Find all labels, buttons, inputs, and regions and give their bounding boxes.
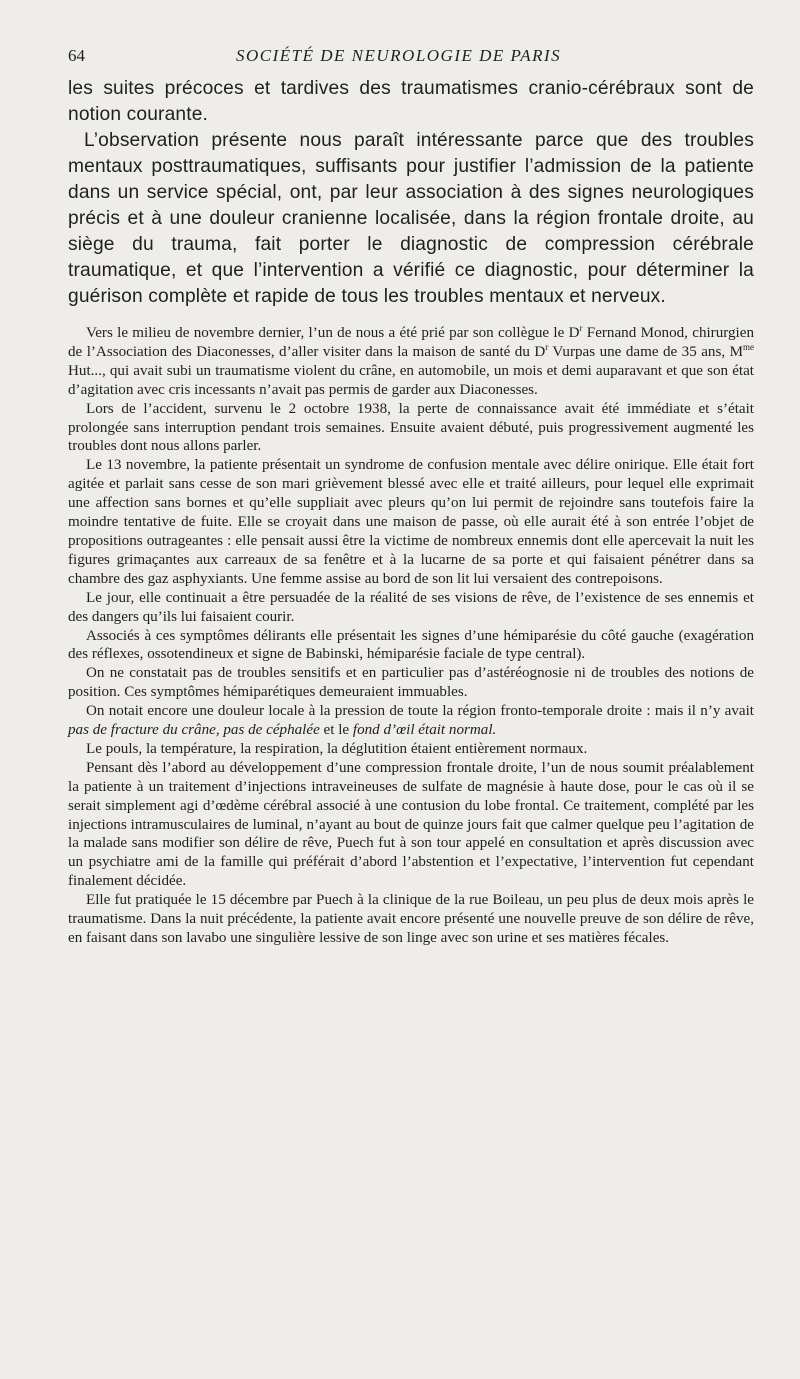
paragraph: [68, 324, 754, 400]
superscript: me: [743, 341, 754, 352]
paragraph: Le pouls, la température, la respiration, la déglutition étaient entièrement normaux.: [86, 740, 588, 757]
large-paragraph: L’observation présente nous paraît intéressante parce que des troubles mentaux posttraumatiques, suffisants pour justifier l’admission de la patiente dans un service spécial, ont, par leur association à des signes neurologiques précis et à une douleur cranienne localisée, dans la région frontale droite, au siège du trauma, fait porter le diagnostic de compression cérébrale traumatique, et que l’intervention a vérifié ce diagnostic, pour déterminer la guérison complète et rapide de tous les troubles mentaux et nerveux.: [68, 130, 754, 307]
paragraph: Lors de l’accident, survenu le 2 octobre 1938, la perte de connaissance avait été immédiate et s’était prolongée sans interruption pendant trois semaines. Ensuite avaient débuté, puis progressivement augmenté les troubles dont nous allons parler.: [68, 400, 754, 455]
paragraph: Associés à ces symptômes délirants elle présentait les signes d’une hémiparésie du côté gauche (exagération des réflexes, ossotendineux et signe de Babinski, hémiparésie faciale de type central).: [68, 627, 754, 663]
paragraph: Pensant dès l’abord au développement d’une compression frontale droite, l’un de nous soumit préalablement la patiente à un traitement d’injections intraveineuses de sulfate de magnésie à haute dose, pour le cas où il se serait simplement agi d’œdème cérébral associé à une contusion du lobe frontal. Ce traitement, complété par les injections intramusculaires de luminal, n’ayant au bout de quinze jours fait que calmer quelque peu l’agitation de la malade sans modifier son délire de rêve, Puech fut à son tour appelé en consultation et après discussion avec un psychiatre ami de la famille qui préférait d’abord l’abstention et l’expectative, l’intervention fut cependant finalement décidée.: [68, 759, 754, 890]
paragraph: [68, 702, 754, 740]
text-run: Fernand Monod, chirurgien de l’Association des Diaconesses, d’aller visiter dans la maison de santé du D: [68, 325, 754, 360]
text-run: On notait encore une douleur locale à la pression de toute la région fronto-temporale droite : mais il n’y avait: [86, 703, 754, 720]
paragraph: On ne constatait pas de troubles sensitifs et en particulier pas d’astéréognosie ni de troubles des notions de position. Ces symptômes hémiparétiques demeuraient immuables.: [68, 665, 754, 701]
page-number: 64: [68, 46, 85, 65]
text-run: Vurpas une dame de 35 ans, M: [548, 343, 743, 360]
superscript: r: [545, 341, 549, 352]
superscript: r: [579, 322, 583, 333]
italic-run: fond d’œil était normal.: [352, 722, 497, 739]
running-head: SOCIÉTÉ DE NEUROLOGIE DE PARIS: [236, 46, 562, 65]
large-text-block: [68, 76, 754, 310]
text-run: et le: [319, 722, 353, 739]
text-run: Hut..., qui avait subi un traumatisme violent du crâne, en automobile, un mois et demi auparavant et que son état d’agitation avec cris incessants n’avait pas permis de garder aux Diaconesses.: [68, 362, 754, 398]
text-run: Vers le milieu de novembre dernier, l’un de nous a été prié par son collègue le D: [86, 325, 580, 341]
large-paragraph: les suites précoces et tardives des traumatismes cranio-cérébraux sont de notion courante.: [68, 78, 754, 125]
small-text-block: [68, 324, 754, 948]
italic-run: pas de fracture du crâne, pas de céphalée: [68, 722, 320, 739]
paragraph: Le 13 novembre, la patiente présentait un syndrome de confusion mentale avec délire onirique. Elle était fort agitée et parlait sans cesse de son mari grièvement blessé avec elle et traité ailleurs, pour lequel elle exprimait une affection sans bornes et qu’elle suppliait avec pleurs qu’on lui permit de rejoindre sans toutefois faire la moindre tentative de fuite. Elle se croyait dans une maison de passe, où elle aurait été à son entrée l’objet de propositions outrageantes : elle pensait aussi être la victime de nombreux ennemis dont elle apercevait la nuit les figures grimaçantes aux carreaux de sa fenêtre et à la lucarne de sa porte et qui faisaient pénétrer dans sa chambre des gaz asphyxiants. Une femme assise au bord de son lit lui versaient des contrepoisons.: [68, 457, 754, 587]
paragraph: Le jour, elle continuait a être persuadée de la réalité de ses visions de rêve, de l’existence de ses ennemis et des dangers qu’ils lui faisaient courir.: [68, 589, 754, 625]
paragraph: Elle fut pratiquée le 15 décembre par Puech à la clinique de la rue Boileau, un peu plus de deux mois après le traumatisme. Dans la nuit précédente, la patiente avait encore présenté une nouvelle preuve de son délire de rêve, en faisant dans son lavabo une singulière lessive de son linge avec son urine et ses matières fécales.: [68, 892, 754, 946]
page-header: [68, 46, 754, 76]
